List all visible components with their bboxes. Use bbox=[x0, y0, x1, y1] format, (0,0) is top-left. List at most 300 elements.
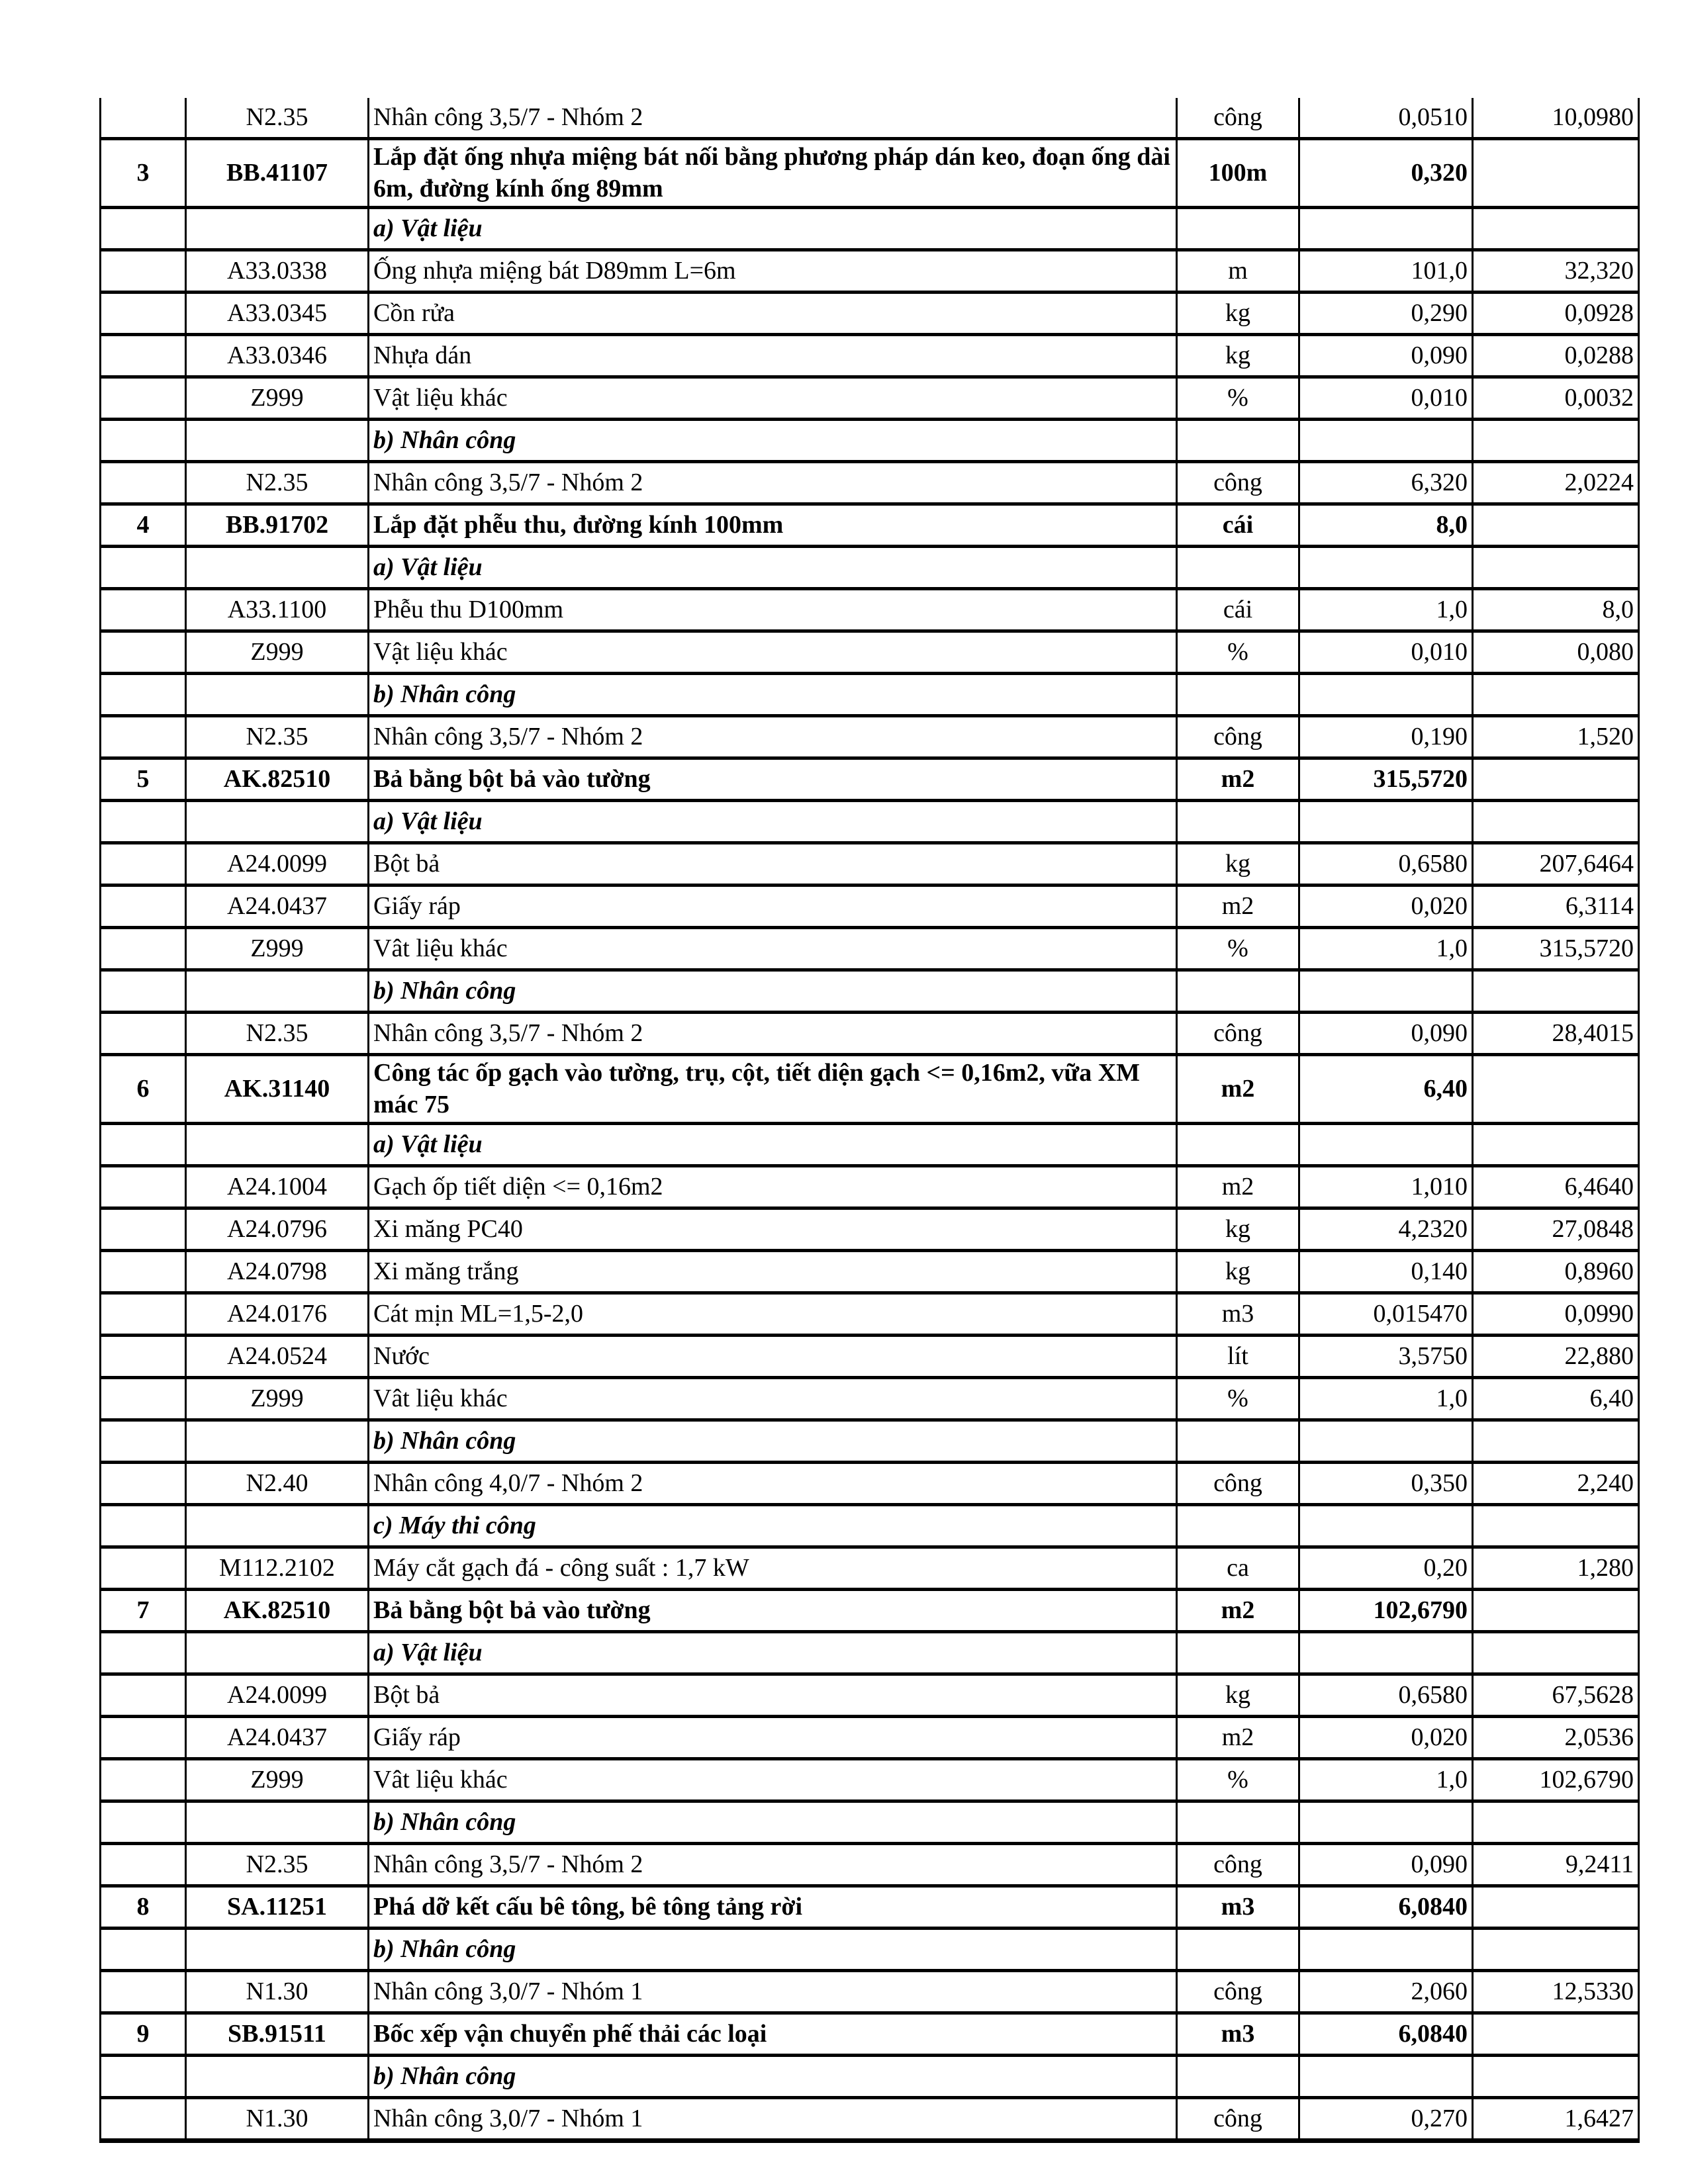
table-row bbox=[101, 843, 1639, 886]
cell-unit: m3 bbox=[1177, 2013, 1299, 2056]
cell-code bbox=[186, 1124, 369, 1166]
table-row bbox=[101, 2098, 1639, 2141]
cell-quantity: 102,6790 bbox=[1473, 1759, 1639, 1801]
cell-norm bbox=[1299, 674, 1473, 716]
cell-description: c) Máy thi công bbox=[369, 1505, 1177, 1547]
cell-code bbox=[186, 674, 369, 716]
cell-description: Nhân công 3,5/7 - Nhóm 2 bbox=[369, 1844, 1177, 1886]
cell-unit: m2 bbox=[1177, 1055, 1299, 1124]
table-row bbox=[101, 1971, 1639, 2013]
cell-description: Phá dỡ kết cấu bê tông, bê tông tảng rời bbox=[369, 1886, 1177, 1929]
cell-description: Nhân công 3,5/7 - Nhóm 2 bbox=[369, 716, 1177, 758]
cell-code bbox=[186, 1420, 369, 1463]
cell-norm: 3,5750 bbox=[1299, 1336, 1473, 1378]
cell-code bbox=[186, 420, 369, 462]
cell-unit: kg bbox=[1177, 843, 1299, 886]
table-row bbox=[101, 293, 1639, 335]
cell-stt bbox=[101, 631, 186, 674]
cell-stt bbox=[101, 843, 186, 886]
cell-quantity bbox=[1473, 970, 1639, 1013]
cell-norm: 0,090 bbox=[1299, 1844, 1473, 1886]
cell-unit: % bbox=[1177, 1759, 1299, 1801]
cell-stt bbox=[101, 589, 186, 631]
cell-code: SB.91511 bbox=[186, 2013, 369, 2056]
cell-norm bbox=[1299, 1420, 1473, 1463]
table-row bbox=[101, 1124, 1639, 1166]
cell-code bbox=[186, 2056, 369, 2098]
cell-quantity: 6,40 bbox=[1473, 1378, 1639, 1420]
cell-norm bbox=[1299, 801, 1473, 843]
cell-unit: m2 bbox=[1177, 1717, 1299, 1759]
cell-description: Vât liệu khác bbox=[369, 1378, 1177, 1420]
cell-description: Nhân công 3,5/7 - Nhóm 2 bbox=[369, 1013, 1177, 1055]
cell-description: Vât liệu khác bbox=[369, 1759, 1177, 1801]
cell-quantity bbox=[1473, 1801, 1639, 1844]
cell-code: BB.41107 bbox=[186, 139, 369, 208]
cell-description: Xi măng PC40 bbox=[369, 1208, 1177, 1251]
cell-norm: 1,0 bbox=[1299, 928, 1473, 970]
cell-stt bbox=[101, 674, 186, 716]
cell-norm bbox=[1299, 420, 1473, 462]
cell-norm bbox=[1299, 1505, 1473, 1547]
cell-stt bbox=[101, 98, 186, 139]
cell-description: Bả bằng bột bả vào tường bbox=[369, 758, 1177, 801]
cell-description: a) Vật liệu bbox=[369, 547, 1177, 589]
cell-stt bbox=[101, 1801, 186, 1844]
cell-quantity: 2,240 bbox=[1473, 1463, 1639, 1505]
cell-quantity: 1,6427 bbox=[1473, 2098, 1639, 2141]
cell-unit: % bbox=[1177, 631, 1299, 674]
cell-norm bbox=[1299, 1801, 1473, 1844]
cell-quantity: 22,880 bbox=[1473, 1336, 1639, 1378]
cell-quantity bbox=[1473, 1929, 1639, 1971]
table-row bbox=[101, 1801, 1639, 1844]
cell-description: Cát mịn ML=1,5-2,0 bbox=[369, 1293, 1177, 1336]
cell-norm: 0,190 bbox=[1299, 716, 1473, 758]
cell-unit bbox=[1177, 1801, 1299, 1844]
cell-norm: 0,290 bbox=[1299, 293, 1473, 335]
cell-quantity bbox=[1473, 1420, 1639, 1463]
cell-unit bbox=[1177, 1124, 1299, 1166]
cell-stt bbox=[101, 1674, 186, 1717]
cell-code: N2.35 bbox=[186, 1844, 369, 1886]
cell-code: A33.0338 bbox=[186, 250, 369, 293]
cell-unit: công bbox=[1177, 2098, 1299, 2141]
cell-unit: kg bbox=[1177, 1251, 1299, 1293]
cell-unit bbox=[1177, 1632, 1299, 1674]
cell-description: Bốc xếp vận chuyển phế thải các loại bbox=[369, 2013, 1177, 2056]
cell-norm bbox=[1299, 208, 1473, 250]
cell-stt bbox=[101, 1293, 186, 1336]
cell-quantity bbox=[1473, 547, 1639, 589]
cell-stt bbox=[101, 1463, 186, 1505]
cell-description: Ống nhựa miệng bát D89mm L=6m bbox=[369, 250, 1177, 293]
table-row bbox=[101, 674, 1639, 716]
cell-code: N2.40 bbox=[186, 1463, 369, 1505]
table-row bbox=[101, 1336, 1639, 1378]
cell-norm: 0,6580 bbox=[1299, 843, 1473, 886]
cell-unit: công bbox=[1177, 1844, 1299, 1886]
cell-stt bbox=[101, 293, 186, 335]
table-row bbox=[101, 970, 1639, 1013]
cell-unit: m2 bbox=[1177, 886, 1299, 928]
table-row bbox=[101, 335, 1639, 377]
cell-norm: 6,40 bbox=[1299, 1055, 1473, 1124]
cell-norm: 6,0840 bbox=[1299, 1886, 1473, 1929]
cell-description: Cồn rửa bbox=[369, 293, 1177, 335]
cell-norm: 4,2320 bbox=[1299, 1208, 1473, 1251]
cell-quantity: 28,4015 bbox=[1473, 1013, 1639, 1055]
cell-code: AK.82510 bbox=[186, 1590, 369, 1632]
cell-norm: 1,0 bbox=[1299, 1759, 1473, 1801]
cell-description: Nhựa dán bbox=[369, 335, 1177, 377]
cell-unit bbox=[1177, 1420, 1299, 1463]
cell-norm: 0,020 bbox=[1299, 886, 1473, 928]
cell-code: A33.1100 bbox=[186, 589, 369, 631]
cell-quantity: 2,0536 bbox=[1473, 1717, 1639, 1759]
table-row bbox=[101, 1378, 1639, 1420]
table-row bbox=[101, 1055, 1639, 1124]
cell-unit: % bbox=[1177, 928, 1299, 970]
cell-stt bbox=[101, 2098, 186, 2141]
cell-stt bbox=[101, 2056, 186, 2098]
cell-stt: 4 bbox=[101, 504, 186, 547]
cell-norm: 0,350 bbox=[1299, 1463, 1473, 1505]
table-row bbox=[101, 98, 1639, 139]
cell-code: A24.0099 bbox=[186, 843, 369, 886]
cell-norm bbox=[1299, 547, 1473, 589]
cell-description: Nhân công 4,0/7 - Nhóm 2 bbox=[369, 1463, 1177, 1505]
cell-code bbox=[186, 1632, 369, 1674]
cell-code: N1.30 bbox=[186, 1971, 369, 2013]
cell-norm: 0,090 bbox=[1299, 335, 1473, 377]
cell-unit: kg bbox=[1177, 293, 1299, 335]
cell-quantity: 6,3114 bbox=[1473, 886, 1639, 928]
cell-unit: kg bbox=[1177, 1208, 1299, 1251]
cell-norm: 101,0 bbox=[1299, 250, 1473, 293]
cell-description: Lắp đặt ống nhựa miệng bát nối bằng phương pháp dán keo, đoạn ống dài 6m, đường kính ống 89mm bbox=[369, 139, 1177, 208]
cell-norm bbox=[1299, 2056, 1473, 2098]
cell-code bbox=[186, 208, 369, 250]
cell-unit: cái bbox=[1177, 589, 1299, 631]
cell-quantity: 10,0980 bbox=[1473, 98, 1639, 139]
cell-unit: m3 bbox=[1177, 1293, 1299, 1336]
cell-stt bbox=[101, 970, 186, 1013]
cell-description: b) Nhân công bbox=[369, 2056, 1177, 2098]
cell-description: Vật liệu khác bbox=[369, 631, 1177, 674]
cell-description: Bả bằng bột bả vào tường bbox=[369, 1590, 1177, 1632]
table-row bbox=[101, 1463, 1639, 1505]
table-row bbox=[101, 377, 1639, 420]
estimate-table bbox=[99, 98, 1640, 2143]
cell-code bbox=[186, 970, 369, 1013]
cell-norm: 0,140 bbox=[1299, 1251, 1473, 1293]
cell-unit: ca bbox=[1177, 1547, 1299, 1590]
table-row bbox=[101, 886, 1639, 928]
cell-code: A24.1004 bbox=[186, 1166, 369, 1208]
table-row bbox=[101, 1293, 1639, 1336]
cell-quantity: 2,0224 bbox=[1473, 462, 1639, 504]
cell-unit: công bbox=[1177, 462, 1299, 504]
cell-quantity: 315,5720 bbox=[1473, 928, 1639, 970]
cell-quantity bbox=[1473, 801, 1639, 843]
cell-unit bbox=[1177, 1929, 1299, 1971]
cell-quantity: 27,0848 bbox=[1473, 1208, 1639, 1251]
cell-code: Z999 bbox=[186, 1378, 369, 1420]
cell-norm: 1,0 bbox=[1299, 1378, 1473, 1420]
cell-stt bbox=[101, 377, 186, 420]
cell-norm: 1,010 bbox=[1299, 1166, 1473, 1208]
cell-quantity bbox=[1473, 504, 1639, 547]
cell-description: a) Vật liệu bbox=[369, 1124, 1177, 1166]
cell-unit: m2 bbox=[1177, 1166, 1299, 1208]
cell-unit: m3 bbox=[1177, 1886, 1299, 1929]
cell-stt bbox=[101, 1759, 186, 1801]
cell-quantity: 0,0288 bbox=[1473, 335, 1639, 377]
table-row bbox=[101, 1547, 1639, 1590]
table-row bbox=[101, 1674, 1639, 1717]
cell-norm: 0,020 bbox=[1299, 1717, 1473, 1759]
cell-code: A24.0437 bbox=[186, 886, 369, 928]
table-row bbox=[101, 208, 1639, 250]
cell-stt bbox=[101, 928, 186, 970]
cell-unit: kg bbox=[1177, 335, 1299, 377]
table-row bbox=[101, 1759, 1639, 1801]
table-row bbox=[101, 420, 1639, 462]
cell-code: A33.0346 bbox=[186, 335, 369, 377]
cell-unit bbox=[1177, 208, 1299, 250]
cell-code: N1.30 bbox=[186, 2098, 369, 2141]
table-row bbox=[101, 2056, 1639, 2098]
cell-stt bbox=[101, 1013, 186, 1055]
cell-norm: 315,5720 bbox=[1299, 758, 1473, 801]
cell-quantity bbox=[1473, 1590, 1639, 1632]
cell-code: AK.82510 bbox=[186, 758, 369, 801]
cell-quantity bbox=[1473, 1505, 1639, 1547]
cell-stt bbox=[101, 1844, 186, 1886]
cell-norm: 0,20 bbox=[1299, 1547, 1473, 1590]
cell-stt: 8 bbox=[101, 1886, 186, 1929]
cell-description: Nước bbox=[369, 1336, 1177, 1378]
cell-description: Máy cắt gạch đá - công suất : 1,7 kW bbox=[369, 1547, 1177, 1590]
cell-quantity bbox=[1473, 1886, 1639, 1929]
cell-quantity bbox=[1473, 139, 1639, 208]
cell-stt bbox=[101, 1971, 186, 2013]
table-row bbox=[101, 1929, 1639, 1971]
cell-description: a) Vật liệu bbox=[369, 208, 1177, 250]
cell-description: b) Nhân công bbox=[369, 420, 1177, 462]
cell-unit: công bbox=[1177, 98, 1299, 139]
table-row bbox=[101, 1590, 1639, 1632]
cell-code bbox=[186, 547, 369, 589]
cell-description: b) Nhân công bbox=[369, 1420, 1177, 1463]
cell-description: b) Nhân công bbox=[369, 674, 1177, 716]
cell-unit: lít bbox=[1177, 1336, 1299, 1378]
cell-unit: cái bbox=[1177, 504, 1299, 547]
cell-quantity: 6,4640 bbox=[1473, 1166, 1639, 1208]
cell-stt bbox=[101, 420, 186, 462]
cell-unit bbox=[1177, 420, 1299, 462]
cell-description: b) Nhân công bbox=[369, 1801, 1177, 1844]
cell-description: Phễu thu D100mm bbox=[369, 589, 1177, 631]
table-row bbox=[101, 1844, 1639, 1886]
cell-code: A24.0176 bbox=[186, 1293, 369, 1336]
cell-quantity: 0,0032 bbox=[1473, 377, 1639, 420]
cell-unit: công bbox=[1177, 1463, 1299, 1505]
cell-norm bbox=[1299, 1124, 1473, 1166]
cell-code: N2.35 bbox=[186, 98, 369, 139]
cell-unit bbox=[1177, 674, 1299, 716]
cell-unit bbox=[1177, 1505, 1299, 1547]
cell-norm: 0,320 bbox=[1299, 139, 1473, 208]
cell-quantity bbox=[1473, 2056, 1639, 2098]
cell-unit: % bbox=[1177, 1378, 1299, 1420]
table-row bbox=[101, 1632, 1639, 1674]
cell-code: A24.0437 bbox=[186, 1717, 369, 1759]
cell-norm: 0,6580 bbox=[1299, 1674, 1473, 1717]
cell-unit: 100m bbox=[1177, 139, 1299, 208]
cell-code: Z999 bbox=[186, 377, 369, 420]
cell-quantity bbox=[1473, 674, 1639, 716]
cell-unit: công bbox=[1177, 1013, 1299, 1055]
cell-norm: 0,010 bbox=[1299, 631, 1473, 674]
cell-description: Giấy ráp bbox=[369, 886, 1177, 928]
cell-quantity: 207,6464 bbox=[1473, 843, 1639, 886]
cell-code: Z999 bbox=[186, 1759, 369, 1801]
table-row bbox=[101, 504, 1639, 547]
cell-stt: 5 bbox=[101, 758, 186, 801]
cell-stt bbox=[101, 1124, 186, 1166]
cell-code: BB.91702 bbox=[186, 504, 369, 547]
cell-stt: 3 bbox=[101, 139, 186, 208]
table-row bbox=[101, 1208, 1639, 1251]
cell-stt bbox=[101, 462, 186, 504]
cell-description: Nhân công 3,0/7 - Nhóm 1 bbox=[369, 2098, 1177, 2141]
cell-unit bbox=[1177, 2056, 1299, 2098]
table-row bbox=[101, 462, 1639, 504]
table-row bbox=[101, 758, 1639, 801]
cell-quantity: 12,5330 bbox=[1473, 1971, 1639, 2013]
cell-stt bbox=[101, 1378, 186, 1420]
cell-norm: 102,6790 bbox=[1299, 1590, 1473, 1632]
cell-norm: 2,060 bbox=[1299, 1971, 1473, 2013]
cell-code bbox=[186, 1801, 369, 1844]
cell-quantity: 0,8960 bbox=[1473, 1251, 1639, 1293]
cell-stt bbox=[101, 1547, 186, 1590]
cell-norm: 1,0 bbox=[1299, 589, 1473, 631]
cell-stt: 7 bbox=[101, 1590, 186, 1632]
cell-code: A24.0099 bbox=[186, 1674, 369, 1717]
cell-quantity: 0,0990 bbox=[1473, 1293, 1639, 1336]
cell-code: A24.0796 bbox=[186, 1208, 369, 1251]
cell-quantity bbox=[1473, 1055, 1639, 1124]
cell-stt bbox=[101, 1336, 186, 1378]
table-row bbox=[101, 1505, 1639, 1547]
cell-norm bbox=[1299, 970, 1473, 1013]
cell-code: Z999 bbox=[186, 631, 369, 674]
cell-quantity: 32,320 bbox=[1473, 250, 1639, 293]
cell-norm: 8,0 bbox=[1299, 504, 1473, 547]
cell-code bbox=[186, 1505, 369, 1547]
cell-code: A24.0798 bbox=[186, 1251, 369, 1293]
cell-stt bbox=[101, 716, 186, 758]
cell-description: Lắp đặt phễu thu, đường kính 100mm bbox=[369, 504, 1177, 547]
cell-quantity bbox=[1473, 1124, 1639, 1166]
cell-unit: công bbox=[1177, 1971, 1299, 2013]
cell-stt bbox=[101, 1929, 186, 1971]
cell-stt: 9 bbox=[101, 2013, 186, 2056]
cell-stt bbox=[101, 1717, 186, 1759]
table-row bbox=[101, 716, 1639, 758]
cell-norm bbox=[1299, 1929, 1473, 1971]
cell-stt bbox=[101, 250, 186, 293]
cell-code bbox=[186, 1929, 369, 1971]
cell-code: Z999 bbox=[186, 928, 369, 970]
table-row bbox=[101, 928, 1639, 970]
table-row bbox=[101, 139, 1639, 208]
table-row bbox=[101, 1420, 1639, 1463]
cell-quantity: 8,0 bbox=[1473, 589, 1639, 631]
cell-description: Bột bả bbox=[369, 1674, 1177, 1717]
cell-code: N2.35 bbox=[186, 716, 369, 758]
cell-quantity: 1,280 bbox=[1473, 1547, 1639, 1590]
cell-quantity bbox=[1473, 208, 1639, 250]
cell-stt: 6 bbox=[101, 1055, 186, 1124]
cell-norm bbox=[1299, 1632, 1473, 1674]
cell-description: Vật liệu khác bbox=[369, 377, 1177, 420]
cell-code: A24.0524 bbox=[186, 1336, 369, 1378]
cell-stt bbox=[101, 1208, 186, 1251]
cell-unit: m bbox=[1177, 250, 1299, 293]
cell-description: Bột bả bbox=[369, 843, 1177, 886]
cell-description: b) Nhân công bbox=[369, 970, 1177, 1013]
cell-unit bbox=[1177, 801, 1299, 843]
cell-stt bbox=[101, 1251, 186, 1293]
table-row bbox=[101, 1251, 1639, 1293]
cell-description: Nhân công 3,5/7 - Nhóm 2 bbox=[369, 98, 1177, 139]
cell-quantity bbox=[1473, 1632, 1639, 1674]
cell-code: M112.2102 bbox=[186, 1547, 369, 1590]
cell-stt bbox=[101, 801, 186, 843]
cell-quantity: 67,5628 bbox=[1473, 1674, 1639, 1717]
cell-code bbox=[186, 801, 369, 843]
table-row bbox=[101, 1717, 1639, 1759]
table-row bbox=[101, 1166, 1639, 1208]
cell-norm: 0,270 bbox=[1299, 2098, 1473, 2141]
cell-quantity: 1,520 bbox=[1473, 716, 1639, 758]
table-row bbox=[101, 547, 1639, 589]
cell-description: Nhân công 3,5/7 - Nhóm 2 bbox=[369, 462, 1177, 504]
cell-norm: 6,0840 bbox=[1299, 2013, 1473, 2056]
cell-description: a) Vật liệu bbox=[369, 801, 1177, 843]
cell-unit: kg bbox=[1177, 1674, 1299, 1717]
estimate-table-body bbox=[101, 98, 1639, 2141]
cell-code: AK.31140 bbox=[186, 1055, 369, 1124]
cell-description: Công tác ốp gạch vào tường, trụ, cột, tiết diện gạch <= 0,16m2, vữa XM mác 75 bbox=[369, 1055, 1177, 1124]
cell-unit: công bbox=[1177, 716, 1299, 758]
cell-description: a) Vật liệu bbox=[369, 1632, 1177, 1674]
cell-quantity bbox=[1473, 420, 1639, 462]
cell-unit bbox=[1177, 970, 1299, 1013]
table-row bbox=[101, 801, 1639, 843]
cell-quantity bbox=[1473, 758, 1639, 801]
cell-description: b) Nhân công bbox=[369, 1929, 1177, 1971]
cell-unit bbox=[1177, 547, 1299, 589]
cell-quantity: 0,0928 bbox=[1473, 293, 1639, 335]
cell-stt bbox=[101, 208, 186, 250]
cell-norm: 0,090 bbox=[1299, 1013, 1473, 1055]
cell-stt bbox=[101, 1505, 186, 1547]
